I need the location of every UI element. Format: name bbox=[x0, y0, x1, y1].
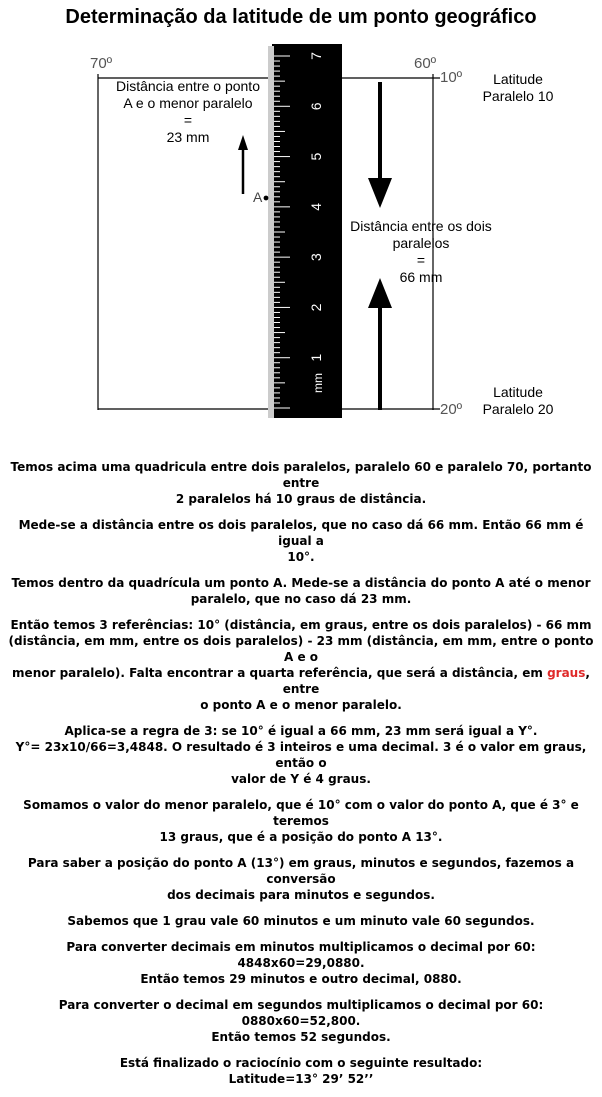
paragraph-6: Somamos o valor do menor paralelo, que é 10° com o valor do ponto A, que é 3° e teremos 13 graus, que é a posição do ponto A 13°. bbox=[23, 798, 579, 844]
paragraph-4-line-with-highlight: menor paralelo). Falta encontrar a quarta referência, que será a distância, em graus, entre bbox=[12, 666, 590, 696]
paragraph-1: Temos acima uma quadricula entre dois paralelos, paralelo 60 e paralelo 70, portanto entre 2 paralelos há 10 graus de distância. bbox=[10, 460, 592, 506]
paragraph-8: Sabemos que 1 grau vale 60 minutos e um minuto vale 60 segundos. bbox=[67, 914, 535, 928]
degree-label-10: 10º bbox=[440, 69, 463, 86]
paragraph-4: Então temos 3 referências: 10° (distância, em graus, entre os dois paralelos) - 66 mm (distância, em mm, entre os dois paralelos) - 23 mm (distância, em mm, entre o ponto A e o menor paralelo). Falta encontrar a quarta referência, que será a distância, em graus, entre o ponto A e o menor paralelo. bbox=[8, 618, 594, 712]
point-a-label: A bbox=[253, 189, 263, 205]
ruler-unit-label: mm bbox=[311, 373, 325, 393]
ruler-number: 6 bbox=[308, 102, 324, 111]
ruler bbox=[268, 44, 342, 418]
paragraph-5: Aplica-se a regra de 3: se 10° é igual a 66 mm, 23 mm será igual a Y°. Y°= 23x10/66=3,4848. O resultado é 3 inteiros e uma decimal. 3 é o valor em graus, então o valor de Y é 4 graus. bbox=[15, 724, 587, 786]
ruler-number: 5 bbox=[308, 152, 324, 161]
grid-label-70: 70º bbox=[90, 55, 113, 72]
small-distance-label: Distância entre o ponto A e o menor paralelo = 23 mm bbox=[116, 78, 260, 145]
paragraph-2: Mede-se a distância entre os dois paralelos, que no caso dá 66 mm. Então 66 mm é igual a 10°. bbox=[18, 518, 584, 564]
big-arrow-down-head bbox=[368, 178, 392, 208]
paragraph-10: Para converter o decimal em segundos multiplicamos o decimal por 60: 0880x60=52,800. Então temos 52 segundos. bbox=[58, 998, 544, 1044]
paragraph-11: Está finalizado o raciocínio com o seguinte resultado: Latitude=13° 29’ 52’’ bbox=[119, 1056, 483, 1086]
ruler-body bbox=[272, 44, 342, 418]
paragraph-9: Para converter decimais em minutos multiplicamos o decimal por 60: 4848x60=29,0880. Então temos 29 minutos e outro decimal, 0880. bbox=[66, 940, 536, 986]
grid-label-60: 60º bbox=[414, 55, 437, 72]
paragraph-3: Temos dentro da quadrícula um ponto A. Mede-se a distância do ponto A até o menor paralelo, que no caso dá 23 mm. bbox=[11, 576, 591, 606]
ruler-number: 1 bbox=[308, 353, 324, 362]
degree-label-20: 20º bbox=[440, 401, 463, 418]
page-title: Determinação da latitude de um ponto geográfico bbox=[65, 6, 537, 28]
latitude-bottom-label: Latitude Paralelo 20 bbox=[482, 384, 554, 417]
big-distance-label: Distância entre os dois paralelos = 66 mm bbox=[350, 218, 492, 285]
explanation-text bbox=[0, 459, 602, 1097]
latitude-diagram bbox=[0, 36, 602, 426]
ruler-number: 2 bbox=[308, 303, 324, 312]
ruler-number: 7 bbox=[308, 52, 324, 60]
paragraph-7: Para saber a posição do ponto A (13°) em graus, minutos e segundos, fazemos a conversão dos decimais para minutos e segundos. bbox=[27, 856, 575, 902]
ruler-number: 4 bbox=[308, 202, 324, 211]
highlight-graus: graus bbox=[547, 666, 586, 680]
latitude-top-label: Latitude Paralelo 10 bbox=[482, 71, 554, 104]
ruler-number: 3 bbox=[308, 253, 324, 262]
point-a-marker bbox=[264, 196, 269, 201]
